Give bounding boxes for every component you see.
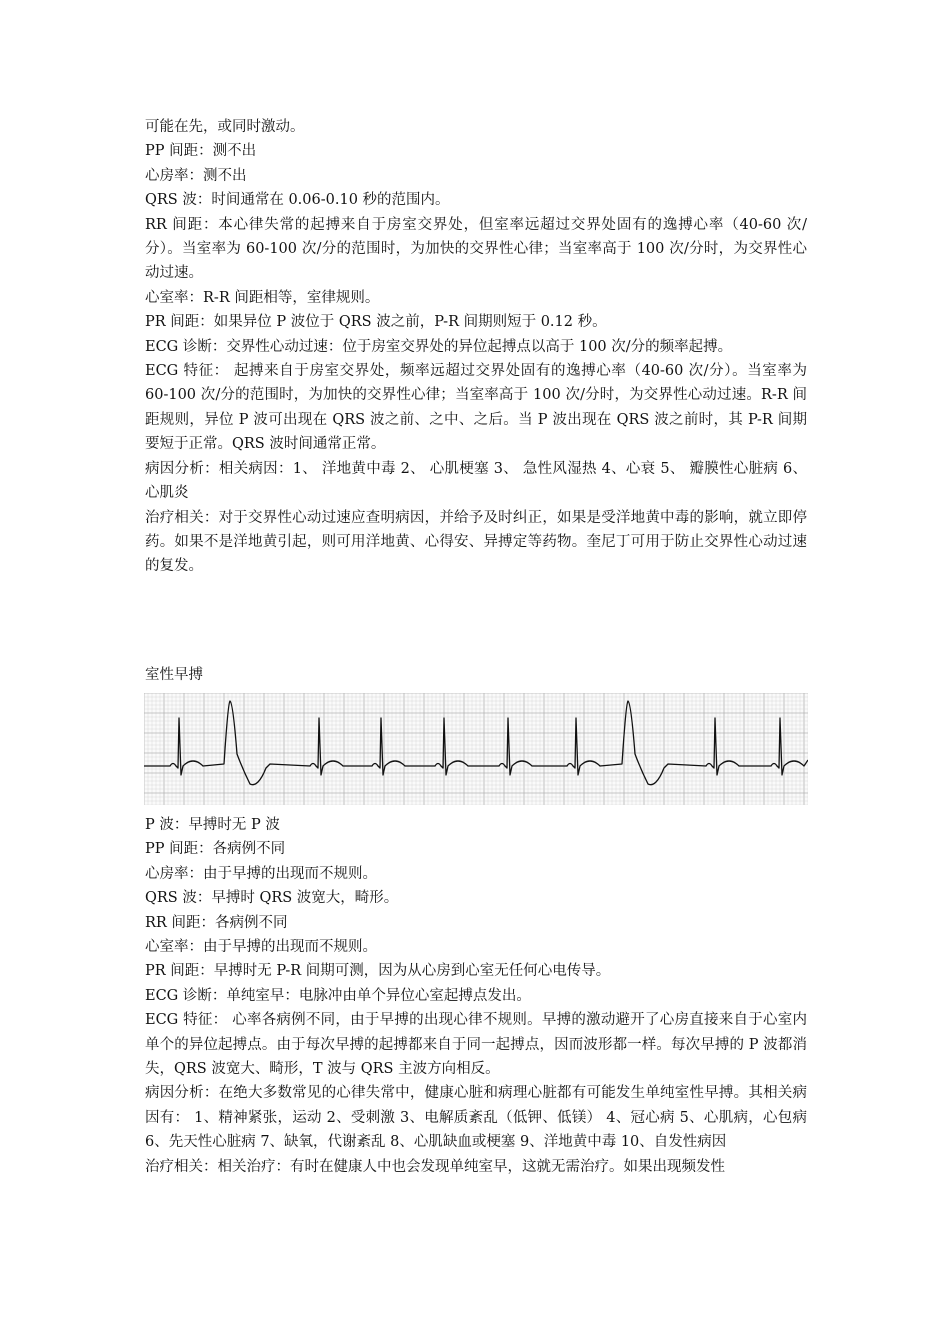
text-line: ECG 诊断：交界性心动过速：位于房室交界处的异位起搏点以高于 100 次/分的频率起搏。 [145, 338, 733, 355]
text-line: 心室率：R-R 间距相等，室律规则。 [145, 289, 380, 306]
section-pvc-details [145, 813, 807, 1179]
text-line: ECG 诊断：单纯室早：电脉冲由单个异位心室起搏点发出。 [145, 987, 531, 1004]
text-line: PR 间距：如果异位 P 波位于 QRS 波之前，P-R 间期则短于 0.12 秒。 [145, 314, 607, 331]
text-line: P 波：早搏时无 P 波 [145, 817, 280, 833]
text-line: RR 间距：本心律失常的起搏来自于房室交界处，但室率远超过交界处固有的逸搏心率（40-60 次/分）。当室率为 60-100 次/分的范围时，为加快的交界性心律；当室率高于 100 次/分时，为交界性心动过速。 [145, 216, 807, 282]
section-title-pvc: 室性早搏 [145, 667, 203, 683]
text-line: PP 间距：各病例不同 [145, 841, 286, 858]
text-line: 治疗相关：相关治疗：有时在健康人中也会发现单纯室早，这就无需治疗。如果出现频发性 [145, 1158, 725, 1175]
text-line: QRS 波：时间通常在 0.06-0.10 秒的范围内。 [145, 192, 450, 209]
text-line: QRS 波：早搏时 QRS 波宽大，畸形。 [145, 890, 399, 907]
ecg-strip-image [144, 693, 808, 805]
text-line: ECG 特征： 心率各病例不同，由于早搏的出现心律不规则。早搏的激动避开了心房直接来自于心室内单个的异位起搏点。由于每次早搏的起搏都来自于同一起搏点，因而波形都一样。每次早搏的 P 波都消失，QRS 波宽大、畸形，T 波与 QRS 主波方向相反。 [145, 1012, 807, 1078]
section-junctional-tachycardia [145, 115, 807, 579]
text-line: 心房率：测不出 [145, 167, 247, 184]
text-line: 心室率：由于早搏的出现而不规则。 [145, 939, 377, 956]
text-line: 心房率：由于早搏的出现而不规则。 [145, 865, 377, 882]
text-line: 病因分析：在绝大多数常见的心律失常中，健康心脏和病理心脏都有可能发生单纯室性早搏。其相关病因有： 1、精神紧张，运动 2、受刺激 3、电解质紊乱（低钾、低镁） 4、冠心病 5、心肌病，心包病 6、先天性心脏病 7、缺氧，代谢紊乱 8、心肌缺血或梗塞 9、洋地黄中毒 10、自发性病因 [145, 1085, 807, 1151]
text-line: PR 间距：早搏时无 P-R 间期可测，因为从心房到心室无任何心电传导。 [145, 963, 611, 980]
text-line: RR 间距：各病例不同 [145, 914, 288, 931]
text-line: 病因分析：相关病因：1、 洋地黄中毒 2、 心肌梗塞 3、 急性风湿热 4、心衰 5、 瓣膜性心脏病 6、 心肌炎 [145, 460, 807, 502]
text-line: ECG 特征： 起搏来自于房室交界处，频率远超过交界处固有的逸搏心率（40-60 次/分）。当室率为 60-100 次/分的范围时，为加快的交界性心律；当室率高于 100 次/分时，为交界性心动过速。R-R 间距规则，异位 P 波可出现在 QRS 波之前、之中、之后。当 P 波出现在 QRS 波之前时，其 P-R 间期要短于正常。QRS 波时间通常正常。 [145, 363, 807, 453]
text-line: PP 间距：测不出 [145, 143, 257, 160]
text-line: 可能在先，或同时激动。 [145, 119, 305, 135]
text-line: 治疗相关：对于交界性心动过速应查明病因，并给予及时纠正，如果是受洋地黄中毒的影响，就立即停药。如果不是洋地黄引起，则可用洋地黄、心得安、异搏定等药物。奎尼丁可用于防止交界性心动过速的复发。 [145, 509, 807, 575]
